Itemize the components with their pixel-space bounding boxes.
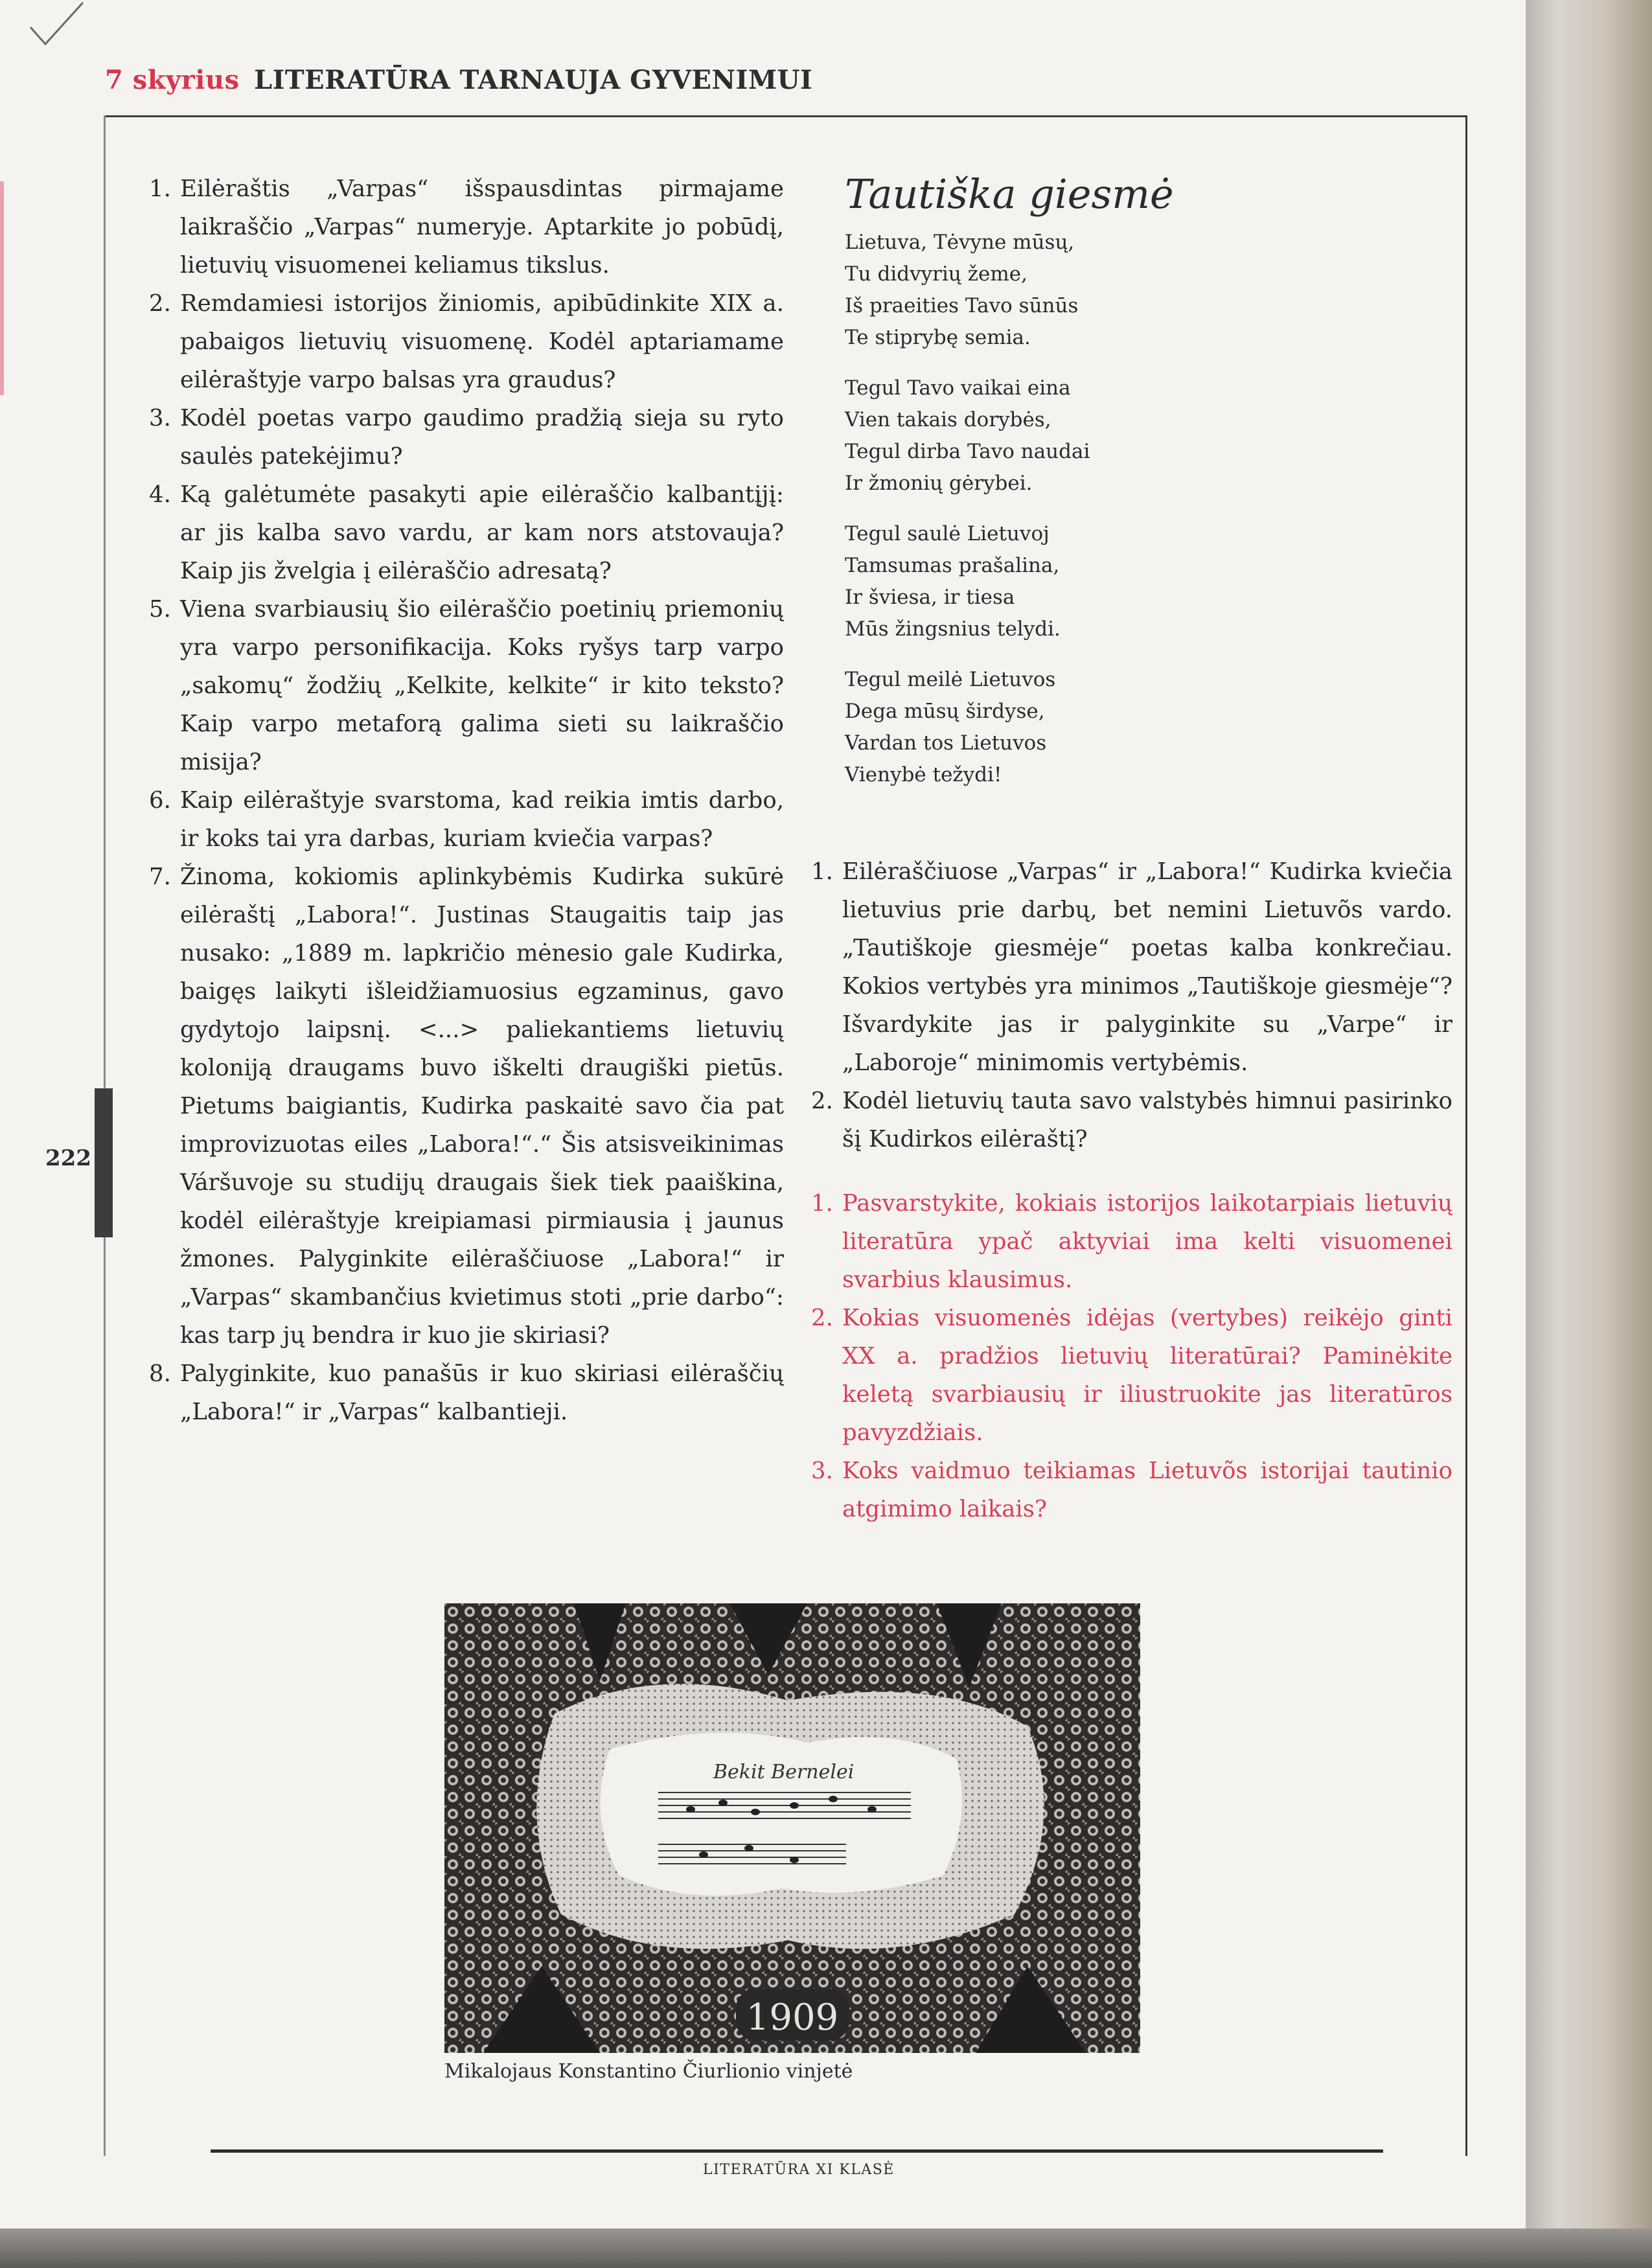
question-text: Žinoma, kokiomis aplinkybėmis Kudirka sukūrė eilėraštį „Labora!“. Justinas Staugaitis taip jas nusako: „1889 m. lapkričio mėnesio gale Kudirka, baigęs laikyti išleidžiamuosius egzaminus, gavo gydytojo laipsnį. <...> paliekantiems lietuvių koloniją draugams buvo iškelti draugiški pietūs. Pietums baigiantis, Kudirka paskaitė savo čia pat improvizuotas eiles „Labora!“.“ Šis atsisveikinimas Váršuvoje su studijų draugais šiek tiek paaiškina, kodėl eilėraštyje kreipiamasi pirmiausia į jaunus žmones. Palyginkite eilėraščiuose „Labora!“ ir „Varpas“ skambančius kvietimus stoti „prie darbo“: kas tarp jų bendra ir kuo jie skiriasi? [180,864,784,1349]
poem-line: Te stiprybę semia. [845,326,1031,349]
question-text: Kodėl lietuvių tauta savo valstybės himnui pasirinko šį Kudirkos eilėraštį? [842,1088,1452,1152]
poem-line: Mūs žingsnius telydi. [845,617,1061,641]
question-item [149,399,784,475]
left-question-column [149,170,784,1431]
question-text: Viena svarbiausių šio eilėraščio poetinių priemonių yra varpo personifikacija. Koks ryšys tarp varpo „sakomų“ žodžių „Kelkite, kelkite“ ir kito teksto? Kaip varpo metaforą galima sieti su laikraščio misija? [180,596,784,775]
poem [845,168,1298,810]
page-number: 222 [45,1145,91,1171]
question-text: Eilėraščiuose „Varpas“ ir „Labora!“ Kudirka kviečia lietuvius prie darbų, bet nemini Lietuvõs vardo. „Tautiškoje giesmėje“ poetas kalba konkrečiau. Kokios vertybės yra minimos „Tautiškoje giesmėje“? Išvardykite jas ir palyginkite su „Varpe“ ir „Laboroje“ minimomis vertybėmis. [842,858,1452,1076]
checkmark-icon [27,1,86,47]
left-question-list [149,170,784,1431]
poem-line: Tegul saulė Lietuvoj [845,522,1050,545]
question-text: Ką galėtumėte pasakyti apie eilėraščio kalbantįjį: ar jis kalba savo vardu, ar kam nors atstovauja? Kaip jis žvelgia į eilėraščio adresatą? [180,481,784,584]
poem-line: Tegul meilė Lietuvos [845,668,1056,691]
chapter-header [105,65,812,95]
poem-line: Ir šviesa, ir tiesa [845,586,1015,609]
question-number: 5. [149,596,171,623]
footer-rule [211,2149,1383,2153]
question-number: 1. [149,176,171,202]
question-text: Remdamiesi istorijos žiniomis, apibūdinkite XIX a. pabaigos lietuvių visuomenę. Kodėl aptariamame eilėraštyje varpo balsas yra graudus? [180,290,784,393]
question-text: Kodėl poetas varpo gaudimo pradžią sieja su ryto saulės patekėjimu? [180,405,784,470]
question-number: 4. [149,481,171,508]
question-item [811,1299,1452,1452]
poem-line: Tegul Tavo vaikai eina [845,376,1071,400]
question-item [149,590,784,781]
vignette-caption: Mikalojaus Konstantino Čiurlionio vinjetė [444,2060,853,2083]
poem-line: Tamsumas prašalina, [845,554,1060,577]
red-margin-mark [0,181,4,395]
poem-line: Tegul dirba Tavo naudai [845,440,1090,463]
ciurlionis-vignette [444,1603,1140,2053]
question-item [811,1452,1452,1528]
footer-text: LITERATŪRA XI KLASĖ [703,2162,895,2178]
question-item [149,1355,784,1431]
red-question-list [811,1184,1452,1528]
chapter-title: LITERATŪRA TARNAUJA GYVENIMUI [254,65,813,95]
question-number: 3. [149,405,171,431]
question-item [149,170,784,284]
poem-title: Tautiška giesmė [845,170,1174,218]
question-item [811,853,1452,1082]
question-number: 1. [811,1190,833,1217]
poem-stanza [845,227,1298,354]
poem-line: Vardan tos Lietuvos [845,731,1047,755]
right-question-column [811,853,1452,1528]
question-number: 2. [811,1088,833,1114]
question-text: Pasvarstykite, kokiais istorijos laikotarpiais lietuvių literatūra ypač aktyviai ima kelti visuomenei svarbius klausimus. [842,1190,1452,1293]
poem-line: Tu didvyrių žeme, [845,262,1027,286]
poem-line: Lietuva, Tėvyne mūsų, [845,231,1075,254]
poem-line: Vienybė težydi! [845,763,1002,786]
question-number: 8. [149,1360,171,1387]
poem-line: Iš praeities Tavo sūnūs [845,294,1079,317]
right-frame-rule [1465,115,1467,2156]
question-number: 7. [149,864,171,890]
question-item [811,1082,1452,1158]
question-number: 6. [149,787,171,814]
question-item [149,858,784,1355]
page-edge-shadow [1526,0,1652,2268]
poem-line: Vien takais dorybės, [845,408,1051,431]
vignette-year: 1909 [746,1997,839,2039]
question-item [149,284,784,399]
poem-line: Ir žmonių gėrybei. [845,472,1033,495]
poem-stanza [845,372,1298,499]
poem-line: Dega mūsų širdyse, [845,700,1045,723]
question-text: Koks vaidmuo teikiamas Lietuvõs istorijai tautinio atgimimo laikais? [842,1458,1452,1522]
vignette-inscription: Bekit Bernelei [713,1761,855,1783]
scanner-bottom-band [0,2228,1652,2268]
question-text: Eilėraštis „Varpas“ išspausdintas pirmajame laikraščio „Varpas“ numeryje. Aptarkite jo pobūdį, lietuvių visuomenei keliamus tikslus. [180,176,784,279]
chapter-number: 7 skyrius [105,65,240,95]
question-text: Kokias visuomenės idėjas (vertybes) reikėjo ginti XX a. pradžios lietuvių literatūrai? Paminėkite keletą svarbiausių ir iliustruokite jas literatūros pavyzdžiais. [842,1305,1452,1446]
question-item [149,781,784,858]
question-number: 1. [811,858,833,885]
header-rule [105,115,1465,117]
question-number: 2. [149,290,171,317]
right-question-list [811,853,1452,1158]
question-text: Kaip eilėraštyje svarstoma, kad reikia imtis darbo, ir koks tai yra darbas, kuriam kviečia varpas? [180,787,784,852]
question-item [811,1184,1452,1299]
poem-stanza [845,664,1298,791]
question-item [149,475,784,590]
question-number: 3. [811,1458,833,1484]
question-text: Palyginkite, kuo panašūs ir kuo skiriasi eilėraščių „Labora!“ ir „Varpas“ kalbantieji. [180,1360,784,1425]
question-number: 2. [811,1305,833,1331]
poem-stanza [845,518,1298,645]
margin-bar [95,1088,113,1237]
poem-stanzas [845,227,1298,791]
